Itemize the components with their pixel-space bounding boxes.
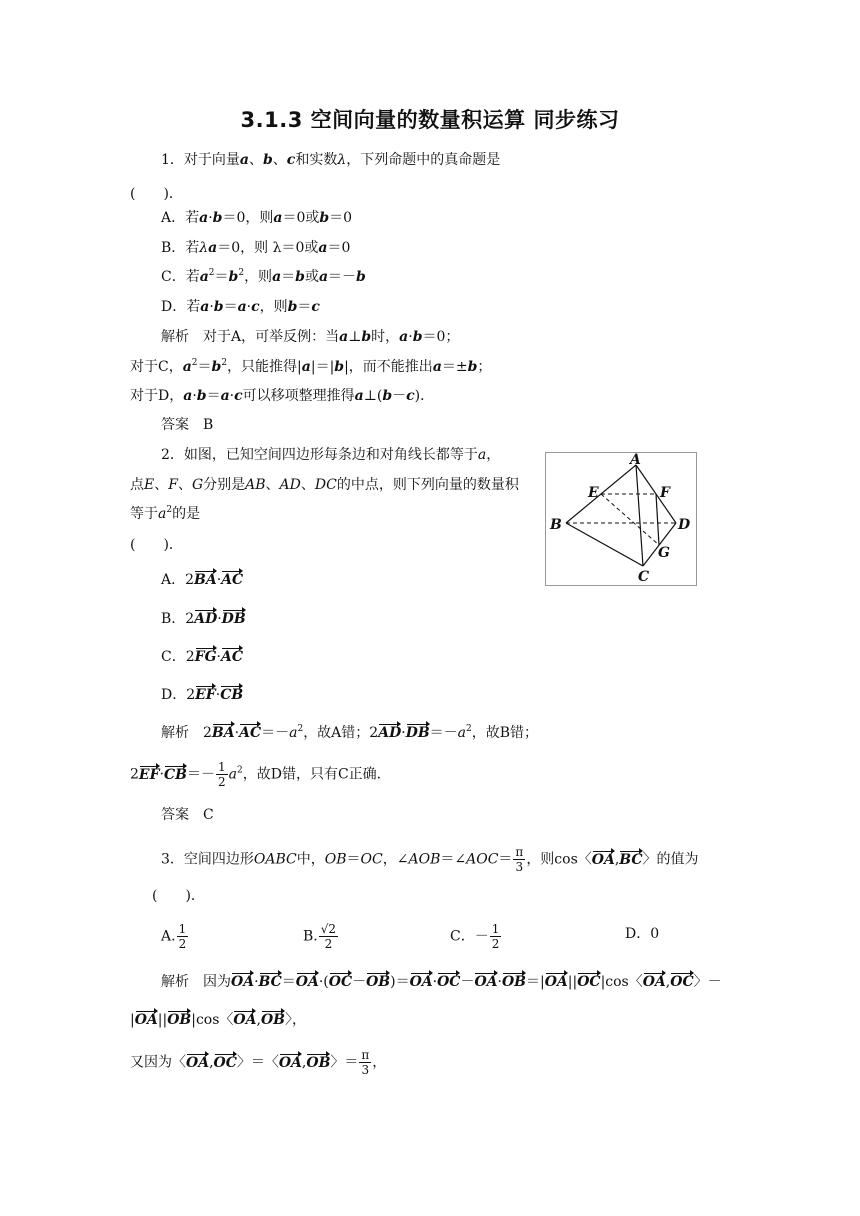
q2-analysis-1: 解析 $2BA\cdot AC=-a^2$，故A错；$2AD\cdot DB=-a^2$，故B错； xyxy=(161,724,539,741)
tetrahedron-figure xyxy=(545,452,697,586)
figure-label-a: A xyxy=(630,453,641,468)
q1-answer: 答案 B xyxy=(161,417,214,433)
figure-label-c: C xyxy=(638,569,650,585)
q1-stem: 1．对于向量a、b、c和实数λ，下列命题中的真命题是 xyxy=(161,152,501,168)
figure-label-e: E xyxy=(588,485,599,501)
q1-option-b: B．若λa＝0，则 λ＝0或a＝0 xyxy=(161,240,351,256)
q2-paren: ( )． xyxy=(130,537,183,553)
figure-label-g: G xyxy=(658,545,670,561)
q3-paren: ( )． xyxy=(152,888,205,904)
q1-paren: ( )． xyxy=(130,186,183,202)
q2-option-a: A．2BA·AC xyxy=(161,572,244,588)
q2-option-c: C．2FG·AC xyxy=(161,649,243,665)
q3-option-a: A. $\frac{1}{2}$ xyxy=(161,922,187,951)
q3-option-c: C．－ $\frac{1}{2}$ xyxy=(450,922,500,951)
q2-analysis-2: 2EF·CB＝－ $\frac{1}{2}$ $a^2$，故D错，只有C正确． xyxy=(130,760,391,789)
q2-option-d: D．2EF·CB xyxy=(161,687,244,703)
q3-option-b: B. $\frac{√2}{2}$ xyxy=(303,922,337,951)
q1-option-c: C．若$a^2=b^2$，则a＝b或a＝－b xyxy=(161,268,366,285)
q1-option-a: A．若a·b＝0，则a＝0或b＝0 xyxy=(161,210,353,226)
figure-label-d: D xyxy=(678,517,691,533)
q3-option-d: D．0 xyxy=(625,926,660,942)
q2-option-b: B．2AD·DB xyxy=(161,611,246,627)
q3-analysis-2: |OA||OB|cos〈OA,OB〉， xyxy=(130,1012,306,1028)
q2-answer: 答案 C xyxy=(161,807,214,823)
q1-analysis-1: 解析 对于A，可举反例：当a⊥b时，a·b＝0； xyxy=(161,329,460,345)
page-title: 3.1.3 空间向量的数量积运算 同步练习 xyxy=(240,108,620,132)
q3-analysis-1: 解析 因为OA·BC＝OA·(OC－OB)＝OA·OC－OA·OB＝|OA||OC|cos〈OA,OC〉－ xyxy=(161,974,722,990)
q1-analysis-2: 对于C，$a^2=b^2$，只能推得|a|＝|b|，而不能推出a＝±b； xyxy=(130,358,492,375)
q3-analysis-3: 又因为〈OA,OC〉＝〈OA,OB〉＝ $\frac{\pi}{3}$ ， xyxy=(130,1048,387,1077)
q2-stem-3: 等于$a^2$的是 xyxy=(130,505,201,522)
figure-label-f: F xyxy=(660,485,670,501)
q2-stem-2: 点E、F、G分别是AB、AD、DC的中点，则下列向量的数量积 xyxy=(130,477,519,493)
q1-option-d: D．若a·b＝a·c，则b＝c xyxy=(161,299,320,315)
tetrahedron-diagram xyxy=(546,453,696,585)
q3-stem: 3．空间四边形OABC中，OB＝OC，∠AOB＝∠AOC＝ $\frac{\pi}{3}$ ，则cos〈OA,BC〉的值为 xyxy=(161,845,699,874)
q1-analysis-3: 对于D，a·b＝a·c可以移项整理推得a⊥(b－c)． xyxy=(130,388,435,404)
figure-label-b: B xyxy=(550,517,562,533)
q2-stem-1: 2．如图，已知空间四边形每条边和对角线长都等于a， xyxy=(161,447,501,463)
